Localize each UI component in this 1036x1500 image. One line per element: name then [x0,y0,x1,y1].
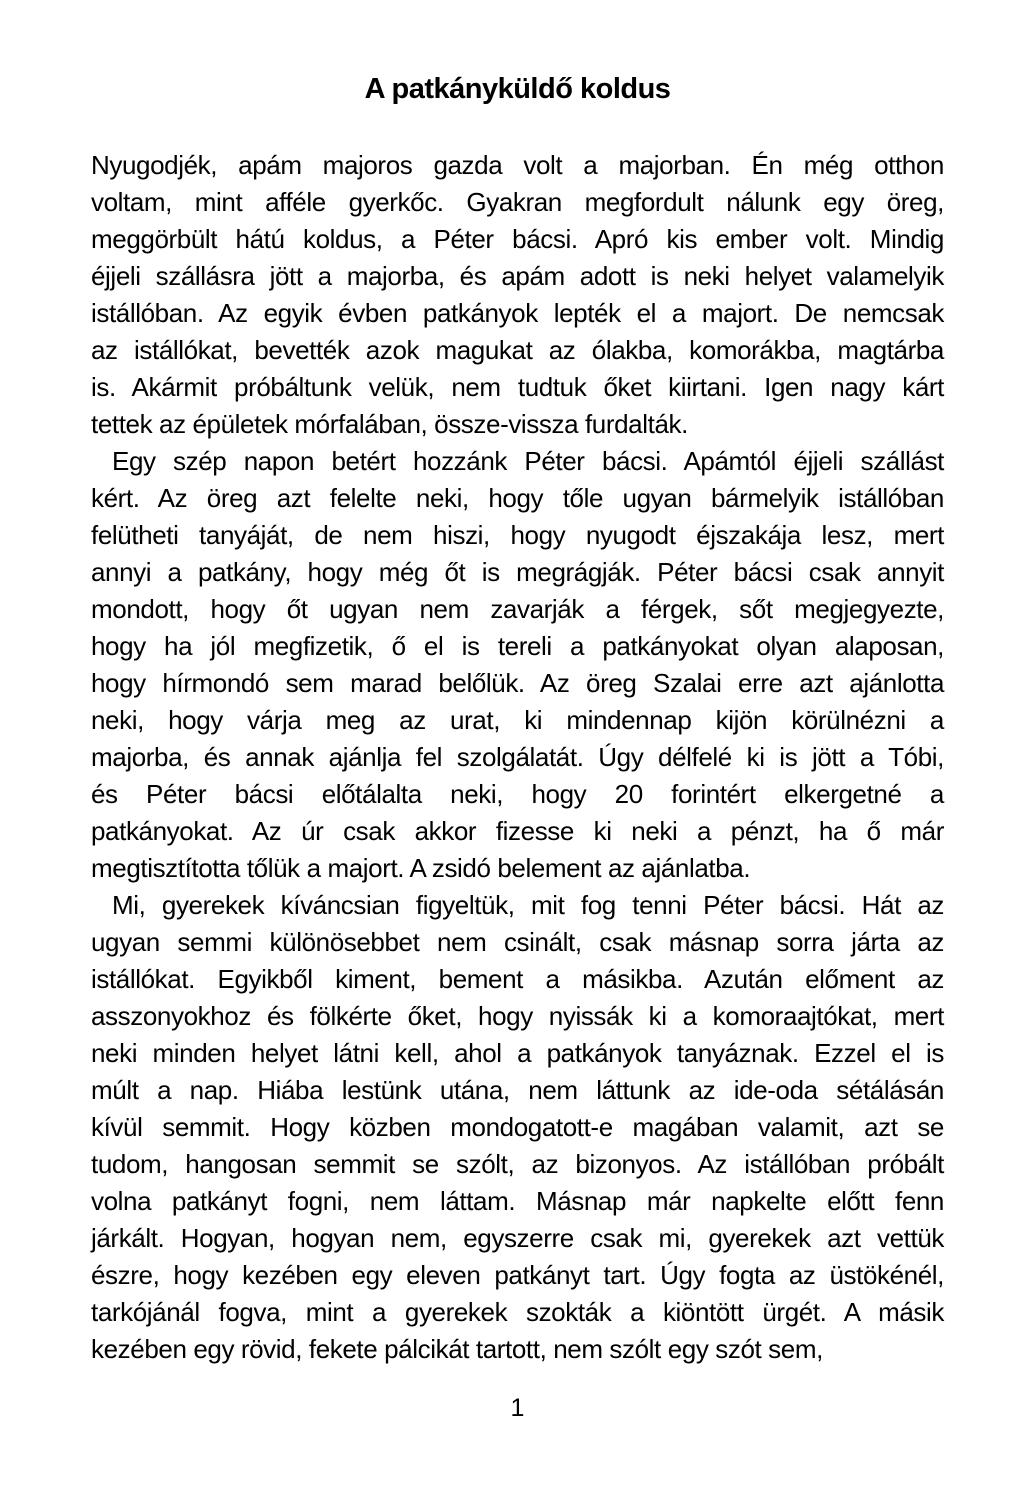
text-line: mondott, hogy őt ugyan nem zavarják a férgek, sőt megjegyezte, [91,594,944,624]
text-line: kért. Az öreg azt felelte neki, hogy tőle ugyan bármelyik istállóban [91,483,944,513]
text-line: észre, hogy kezében egy eleven patkányt tart. Úgy fogta az üstökénél, [91,1260,944,1290]
text-line: tarkójánál fogva, mint a gyerekek szokták a kiöntött ürgét. A másik [91,1297,944,1327]
text-line: kezében egy rövid, fekete pálcikát tartott, nem szólt egy szót sem, [91,1334,823,1364]
text-line: meggörbült hátú koldus, a Péter bácsi. Apró kis ember volt. Mindig [91,224,944,254]
text-line: istállóban. Az egyik évben patkányok lepték el a majort. De nemcsak [91,298,944,328]
text-line: és Péter bácsi előtálalta neki, hogy 20 forintért elkergetné a [91,779,944,809]
text-line: felütheti tanyáját, de nem hiszi, hogy nyugodt éjszakája lesz, mert [91,520,944,550]
text-line: tudom, hangosan semmit se szólt, az bizonyos. Az istállóban próbált [91,1149,944,1179]
text-line: megtisztította tőlük a majort. A zsidó belement az ajánlatba. [91,853,751,883]
text-line: ugyan semmi különösebbet nem csinált, csak másnap sorra járta az [91,927,944,957]
text-line: neki minden helyet látni kell, ahol a patkányok tanyáznak. Ezzel el is [91,1038,944,1068]
text-line: kívül semmit. Hogy közben mondogatott-e magában valamit, azt se [91,1112,944,1142]
text-line: éjjeli szállásra jött a majorba, és apám adott is neki helyet valamelyik [91,261,944,291]
text-line: az istállókat, bevették azok magukat az ólakba, komorákba, magtárba [91,335,944,365]
text-line: voltam, mint afféle gyerkőc. Gyakran megfordult nálunk egy öreg, [91,187,944,217]
text-body [91,147,944,1368]
text-line: Mi, gyerekek kíváncsian figyeltük, mit fog tenni Péter bácsi. Hát az [112,890,944,920]
text-line: annyi a patkány, hogy még őt is megrágják. Péter bácsi csak annyit [91,557,944,587]
paragraph [91,147,944,443]
text-line: majorba, és annak ajánlja fel szolgálatát. Úgy délfelé ki is jött a Tóbi, [91,742,944,772]
text-line: is. Akármit próbáltunk velük, nem tudtuk őket kiirtani. Igen nagy kárt [91,372,944,402]
text-line: hogy hírmondó sem marad belőlük. Az öreg Szalai erre azt ajánlotta [91,668,944,698]
text-line: asszonyokhoz és fölkérte őket, hogy nyissák ki a komoraajtókat, mert [91,1001,944,1031]
paragraph [91,887,944,1368]
document-title: A patkányküldő koldus [364,73,671,105]
page-number: 1 [510,1394,525,1422]
text-line: múlt a nap. Hiába lestünk utána, nem láttunk az ide-oda sétálásán [91,1075,944,1105]
text-line: volna patkányt fogni, nem láttam. Másnap már napkelte előtt fenn [91,1186,944,1216]
text-line: járkált. Hogyan, hogyan nem, egyszerre csak mi, gyerekek azt vettük [91,1223,944,1253]
text-line: hogy ha jól megfizetik, ő el is tereli a patkányokat olyan alaposan, [91,631,944,661]
text-line: Nyugodjék, apám majoros gazda volt a majorban. Én még otthon [91,150,944,180]
text-line: tettek az épületek mórfalában, össze-vissza furdalták. [91,409,688,439]
text-line: neki, hogy várja meg az urat, ki mindennap kijön körülnézni a [91,705,944,735]
text-line: istállókat. Egyikből kiment, bement a másikba. Azután előment az [91,964,944,994]
paragraph [91,443,944,887]
text-line: Egy szép napon betért hozzánk Péter bácsi. Apámtól éjjeli szállást [112,446,944,476]
text-line: patkányokat. Az úr csak akkor fizesse ki neki a pénzt, ha ő már [91,816,944,846]
